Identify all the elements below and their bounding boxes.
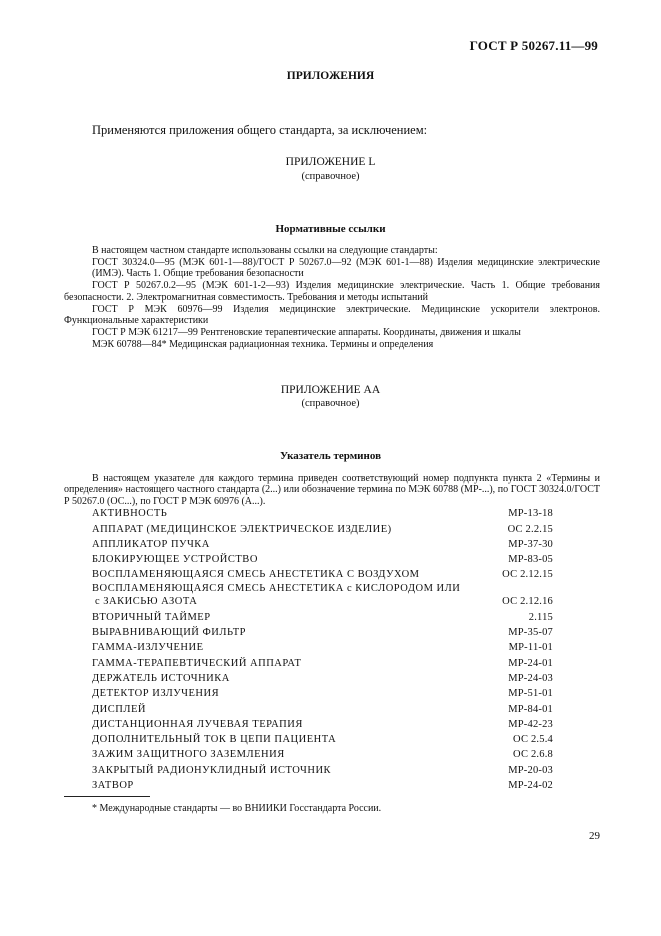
term-name-line-1: ВОСПЛАМЕНЯЮЩАЯСЯ СМЕСЬ АНЕСТЕТИКА с КИСЛОРОДОМ ИЛИ	[92, 583, 461, 595]
normative-refs	[64, 245, 600, 350]
appendix-l-subtitle: (справочное)	[301, 171, 360, 182]
page-number: 29	[589, 830, 600, 842]
terms-index-intro-text: В настоящем указателе для каждого термина приведен соответствующий номер подпункта пункта 2 «Термины и определения» настоящего частного стандарта (2...) или обозначение термина по МЭК 60788 (МР-...), по ГОСТ 30324.0/ГОСТ Р 50267.0 (ОС...), по ГОСТ Р МЭК 60976 (А...).	[64, 473, 600, 507]
term-row: ЗАКРЫТЫЙ РАДИОНУКЛИДНЫЙ ИСТОЧНИК МР-20-03	[92, 764, 553, 776]
footnote-divider	[64, 796, 150, 797]
term-row: ГАММА-ИЗЛУЧЕНИЕ МР-11-01	[92, 642, 553, 654]
term-row: ДЕТЕКТОР ИЗЛУЧЕНИЯ МР-51-01	[92, 688, 553, 700]
terms-list	[92, 505, 553, 792]
normative-refs-title: Нормативные ссылки	[275, 223, 386, 235]
term-name-line-2: с ЗАКИСЬЮ АЗОТА	[95, 596, 198, 608]
term-row: ДИСПЛЕЙ МР-84-01	[92, 703, 553, 715]
ref-item: ГОСТ Р МЭК 60976—99 Изделия медицинские электрические. Медицинские ускорители электронов. Функциональные характеристики	[64, 303, 600, 327]
term-row: ГАММА-ТЕРАПЕВТИЧЕСКИЙ АППАРАТ МР-24-01	[92, 657, 553, 669]
ref-item: ГОСТ Р 50267.0.2—95 (МЭК 601-1-2—93) Изделия медицинские электрические. Часть 1. Общие требования безопасности. 2. Электромагнитная совместимость. Требования и методы испытаний	[64, 280, 600, 303]
ref-item: ГОСТ 30324.0—95 (МЭК 601-1—88)/ГОСТ Р 50267.0—92 (МЭК 601-1—88) Изделия медицинские электрические (ИМЭ). Часть 1. Общие требования безопасности	[92, 256, 600, 280]
appendix-l-title: ПРИЛОЖЕНИЕ L	[285, 156, 376, 168]
term-row: АППЛИКАТОР ПУЧКА МР-37-30	[92, 538, 553, 550]
term-row: ВОСПЛАМЕНЯЮЩАЯСЯ СМЕСЬ АНЕСТЕТИКА с КИСЛОРОДОМ ИЛИ с ЗАКИСЬЮ АЗОТА ОС 2.12.16	[92, 583, 553, 608]
appendix-aa-subtitle: (справочное)	[301, 398, 360, 409]
footnote: * Международные стандарты — во ВНИИКИ Госстандарта России.	[92, 803, 382, 814]
ref-item: МЭК 60788—84* Медицинская радиационная техника. Термины и определения	[92, 338, 434, 350]
terms-index-intro	[64, 473, 600, 507]
document-code: ГОСТ Р 50267.11—99	[469, 38, 598, 53]
term-row: АППАРАТ (МЕДИЦИНСКОЕ ЭЛЕКТРИЧЕСКОЕ ИЗДЕЛИЕ) ОС 2.2.15	[92, 523, 553, 535]
refs-lead: В настоящем частном стандарте использованы ссылки на следующие стандарты:	[92, 245, 438, 256]
appendix-aa-title: ПРИЛОЖЕНИЕ АА	[280, 384, 381, 396]
term-row: ВЫРАВНИВАЮЩИЙ ФИЛЬТР МР-35-07	[92, 627, 553, 639]
ref-item: ГОСТ Р МЭК 61217—99 Рентгеновские терапевтические аппараты. Координаты, движения и шкалы	[92, 326, 521, 338]
term-row: АКТИВНОСТЬ МР-13-18	[92, 508, 553, 520]
term-row: ВОСПЛАМЕНЯЮЩАЯСЯ СМЕСЬ АНЕСТЕТИКА С ВОЗДУХОМ ОС 2.12.15	[92, 569, 553, 581]
term-row: ЗАТВОР МР-24-02	[92, 780, 553, 792]
term-row: ДОПОЛНИТЕЛЬНЫЙ ТОК В ЦЕПИ ПАЦИЕНТА ОС 2.5.4	[92, 734, 553, 746]
intro-text: Применяются приложения общего стандарта, за исключением:	[92, 123, 428, 137]
term-row: БЛОКИРУЮЩЕЕ УСТРОЙСТВО МР-83-05	[92, 554, 553, 566]
term-row: ЗАЖИМ ЗАЩИТНОГО ЗАЗЕМЛЕНИЯ ОС 2.6.8	[92, 749, 553, 761]
terms-index-title: Указатель терминов	[279, 450, 382, 462]
term-row: ДЕРЖАТЕЛЬ ИСТОЧНИКА МР-24-03	[92, 672, 553, 684]
term-row: ДИСТАНЦИОННАЯ ЛУЧЕВАЯ ТЕРАПИЯ МР-42-23	[92, 718, 553, 730]
term-row: ВТОРИЧНЫЙ ТАЙМЕР 2.115	[92, 611, 553, 623]
appendices-heading: ПРИЛОЖЕНИЯ	[286, 70, 375, 82]
